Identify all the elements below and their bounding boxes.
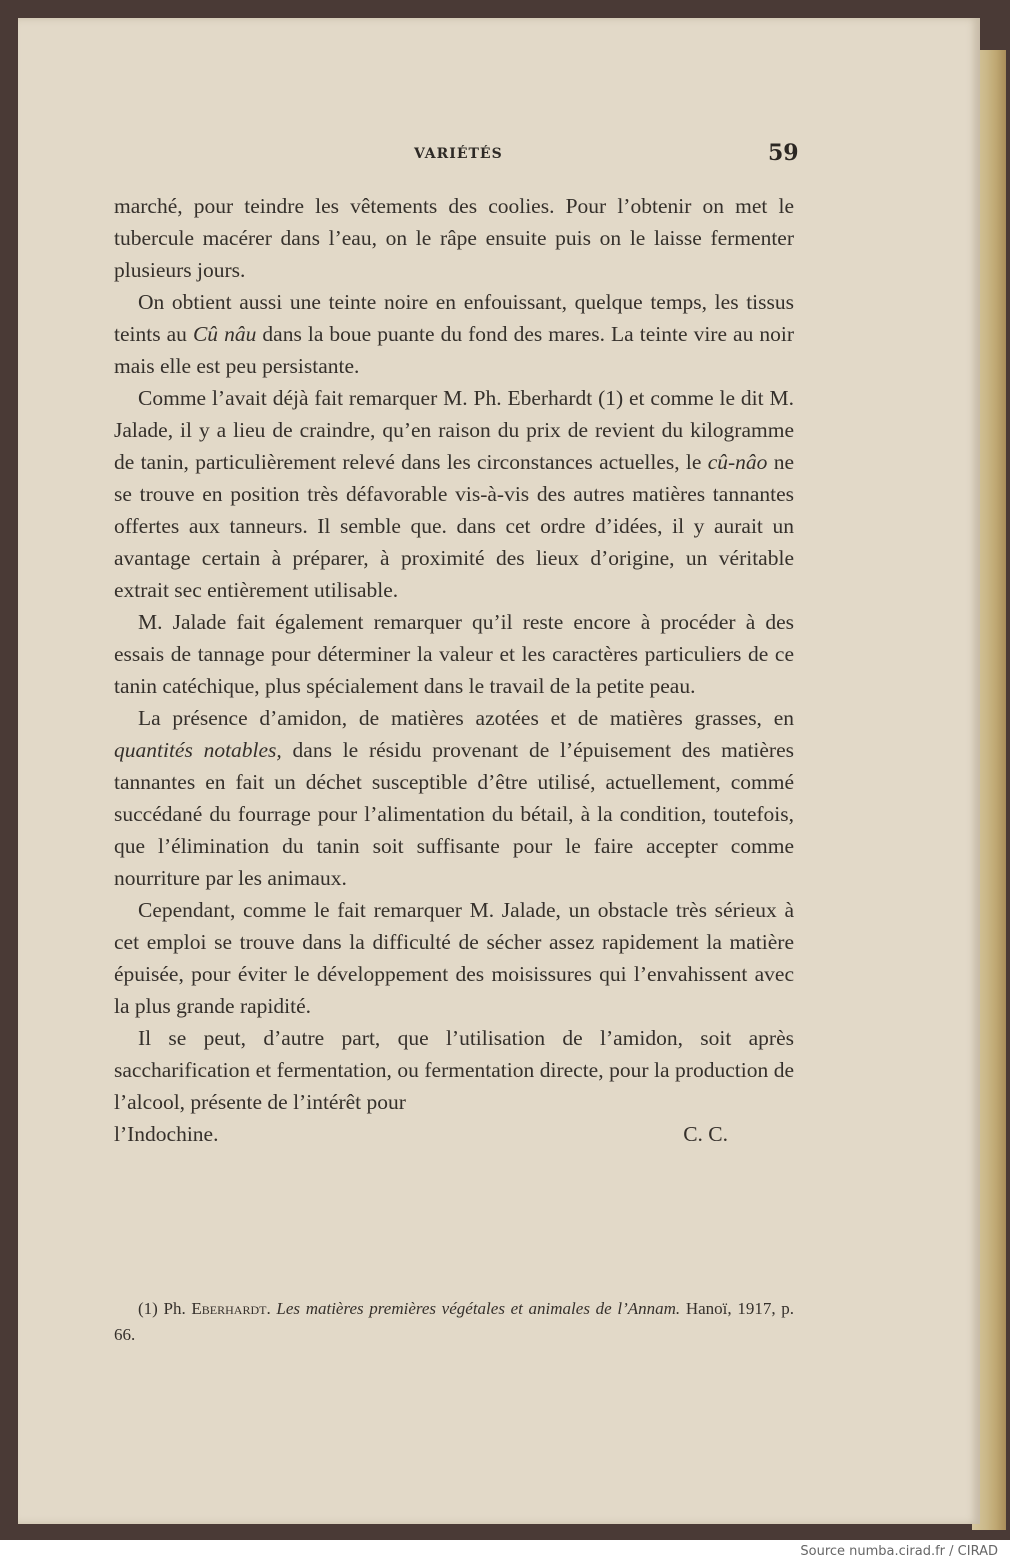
footnote-title: Les matières premières végétales et animales de l’Annam. [276,1299,681,1318]
body-text [114,190,794,1150]
footnote: (1) Ph. Eberhardt. Les matières premières végétales et animales de l’Annam. Hanoï, 1917, p. 66. [114,1299,794,1344]
signature-line [114,1118,794,1150]
paragraph-1: marché, pour teindre les vêtements des coolies. Pour l’obtenir on met le tubercule macérer dans l’eau, on le râpe ensuite puis on le laisse fermenter plusieurs jours. [114,194,794,282]
emphasis-cu-nao: cû-nâo [707,450,768,474]
source-credit: Source numba.cirad.fr / CIRAD [800,1544,998,1559]
paragraph-5: La présence d’amidon, de matières azotées et de matières grasses, en quantités notables, dans le résidu provenant de l’épuisement des matières tannantes en fait un déchet susceptible d’être utilisé, actuellement, commé succédané du fourrage pour l’alimentation du bétail, à la condition, toutefois, que l’élimination du tanin soit suffisante pour le faire accepter comme nourriture par les animaux. [114,706,795,890]
emphasis-quantites: quantités notables, [114,738,282,762]
emphasis-cu-nau: Cû nâu [192,322,257,346]
paragraph-7: Il se peut, d’autre part, que l’utilisation de l’amidon, soit après saccharification et fermentation, ou fermentation directe, pour la production de l’alcool, présente de l’intérêt pour [114,1026,794,1114]
paragraph-2: On obtient aussi une teinte noire en enfouissant, quelque temps, les tissus teints au Cû nâu dans la boue puante du fond des mares. La teinte vire au noir mais elle est peu persistante. [114,290,795,378]
paragraph-6: Cependant, comme le fait remarquer M. Jalade, un obstacle très sérieux à cet emploi se trouve dans la difficulté de sécher assez rapidement la matière épuisée, pour éviter le développement des moisissures qui l’envahissent avec la plus grande rapidité. [114,898,794,1018]
paragraph-7-end: l’Indochine. [114,1122,219,1146]
footnote-author: Eberhardt [191,1299,267,1318]
page-number: 59 [768,140,799,166]
signature: C. C. [683,1122,728,1146]
paragraph-3: Comme l’avait déjà fait remarquer M. Ph. Eberhardt (1) et comme le dit M. Jalade, il y a lieu de craindre, qu’en raison du prix de revient du kilogramme de tanin, particulièrement relevé dans les circonstances actuelles, le cû-nâo ne se trouve en position très défavorable vis-à-vis des autres matières tannantes offertes aux tanneurs. Il semble que. dans cet ordre d’idées, il y aurait un avantage certain à préparer, à proximité des lieux d’origine, un véritable extrait sec entièrement utilisable. [114,386,794,602]
page-header [0,142,1010,172]
paragraph-4: M. Jalade fait également remarquer qu’il reste encore à procéder à des essais de tannage pour déterminer la valeur et les caractères particuliers de ce tanin catéchique, plus spécialement dans le travail de la petite peau. [114,610,794,698]
running-head: VARIÉTÉS [414,146,503,162]
